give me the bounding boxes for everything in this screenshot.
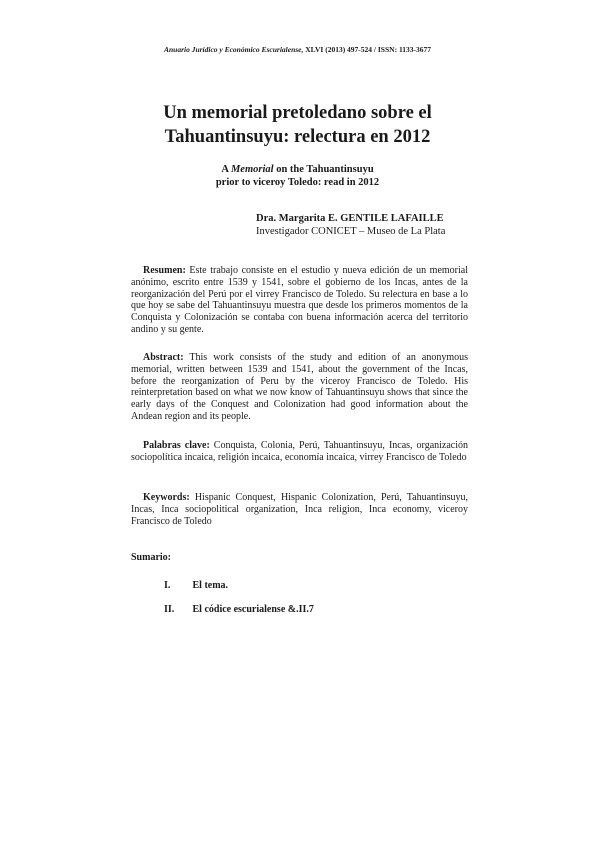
keywords-label: Keywords: — [143, 492, 190, 503]
title-line-2: Tahuantinsuyu: relectura en 2012 — [164, 127, 431, 147]
article-title — [0, 101, 595, 149]
toc-label: El tema. — [192, 580, 229, 591]
subtitle-emphasis: Memorial — [230, 164, 274, 175]
toc-number: II. — [164, 604, 175, 615]
toc-item — [164, 604, 314, 615]
keywords-text: Hispanic Conquest, Hispanic Colonization, Perú, Tahuantinsuyu, Incas, Inca sociopolitical organization, Inca religion, Inca economy, viceroy Francisco de Toledo — [131, 492, 469, 527]
journal-citation: XLVI (2013) 497-524 / ISSN: 1133-3677 — [305, 45, 432, 54]
toc-number: I. — [164, 580, 171, 591]
resumen-text: Este trabajo consiste en el estudio y nueva edición de un memorial anónimo, escrito entre 1539 y 1541, sobre el gobierno de los Incas, antes de la reorganización del Perú por el virrey Francisco de Toledo. Su relectura en base a lo que hoy se sabe del Tahuantinsuyu muestra que desde los primeros momentos de la Conquista y Colonización se contaba con buena información acerca del territorio andino y su gente. — [131, 265, 469, 335]
toc-item — [164, 580, 228, 591]
author-name: Dra. Margarita E. GENTILE LAFAILLE — [256, 213, 444, 224]
abstract-text: This work consists of the study and edition of an anonymous memorial, written between 1539 and 1541, about the government of the Incas, before the reorganization of Peru by the viceroy Francisco de Toledo. His reinterpretation based on what we now know of Tahuantinsuyu shows that since the early days of the Conquest and Colonization had good information about the Andean region and its people. — [131, 352, 468, 422]
subtitle-line-2: prior to viceroy Toledo: read in 2012 — [215, 177, 380, 188]
resumen-paragraph — [131, 265, 468, 336]
abstract-paragraph — [131, 352, 468, 423]
palabras-clave-paragraph — [131, 440, 468, 464]
author-affiliation: Investigador CONICET – Museo de La Plata — [256, 226, 446, 237]
subtitle-prefix: A — [221, 164, 229, 175]
toc-label: El códice escurialense &.II.7 — [192, 604, 314, 615]
palabras-clave-text: Conquista, Colonia, Perú, Tahuantinsuyu, Incas, organización sociopolítica incaica, religión incaica, economía incaica, virrey Francisco de Toledo — [131, 440, 469, 463]
english-title — [0, 163, 595, 189]
author-block — [256, 212, 445, 238]
running-header — [0, 45, 595, 54]
palabras-clave-label: Palabras clave: — [143, 440, 210, 451]
keywords-paragraph — [131, 492, 468, 527]
journal-name: Anuario Jurídico y Económico Escurialense, — [163, 45, 304, 54]
title-line-1: Un memorial pretoledano sobre el — [163, 103, 432, 123]
resumen-label: Resumen: — [143, 265, 186, 276]
sumario-heading: Sumario: — [131, 552, 171, 563]
abstract-label: Abstract: — [143, 352, 184, 363]
subtitle-line-1-rest: on the Tahuantinsuyu — [276, 164, 374, 175]
